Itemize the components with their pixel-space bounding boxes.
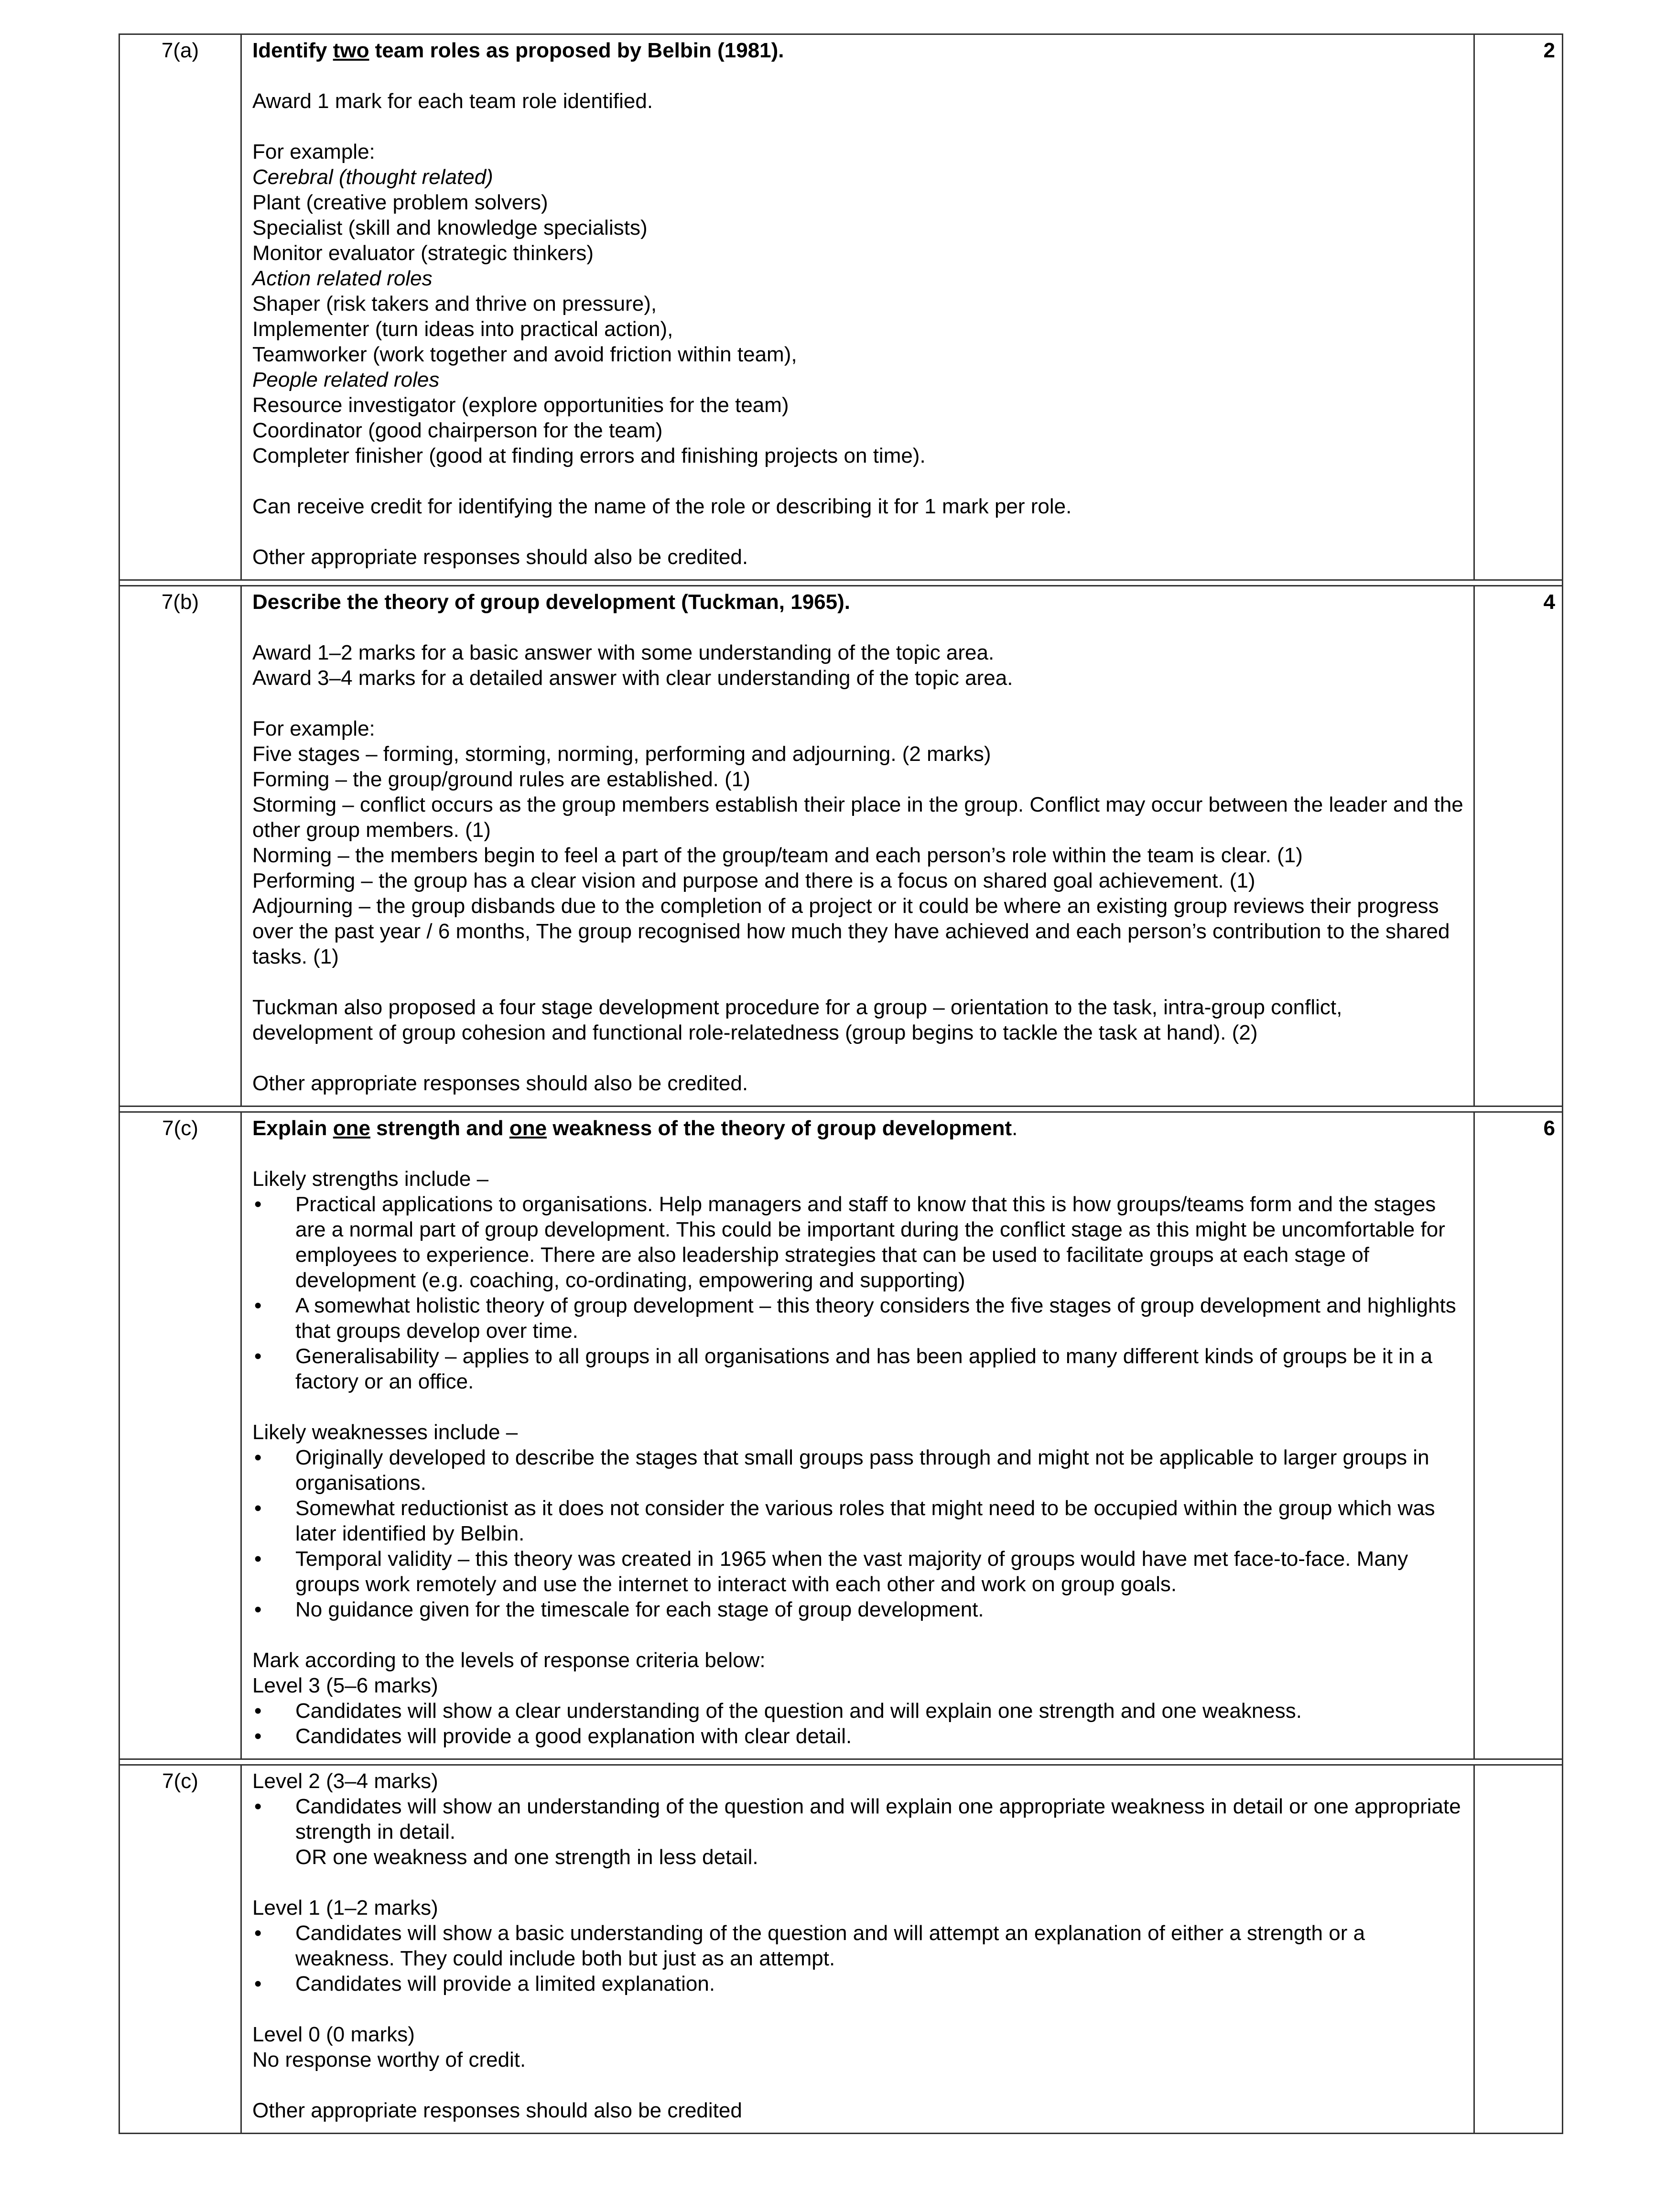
marks-value: 6 (1543, 1117, 1555, 1140)
role-item: Coordinator (good chairperson for the team) (252, 419, 663, 442)
answer-cell (242, 586, 1475, 1106)
other-responses-note: Other appropriate responses should also be credited. (252, 1072, 748, 1095)
level-heading: Level 0 (0 marks) (252, 2023, 415, 2046)
answer-line: Storming – conflict occurs as the group members establish their place in the group. Conflict may occur between the leader and the other group members. (1) (252, 793, 1463, 842)
row-7c-continued (119, 1764, 1563, 2134)
answer-line: Performing – the group has a clear vision and purpose and there is a focus on shared goal achievement. (1) (252, 869, 1255, 892)
level-heading: Level 1 (1–2 marks) (252, 1896, 438, 1919)
level-2-list (252, 1794, 1464, 1870)
role-item: Completer finisher (good at finding errors and finishing projects on time). (252, 444, 926, 467)
weaknesses-list (252, 1445, 1464, 1622)
answer-cell (242, 35, 1475, 579)
role-item: Shaper (risk takers and thrive on pressure), (252, 292, 657, 315)
question-text: Describe the theory of group development (Tuckman, 1965). (252, 590, 851, 614)
level-3-list (252, 1698, 1464, 1749)
list-item: • Candidates will show a clear understanding of the question and will explain one strength and one weakness. (252, 1698, 1464, 1724)
example-label: For example: (252, 140, 375, 163)
role-item: Specialist (skill and knowledge specialists) (252, 216, 648, 239)
role-item: Resource investigator (explore opportunities for the team) (252, 393, 789, 417)
list-item: • Originally developed to describe the stages that small groups pass through and might not be applicable to larger groups in organisations. (252, 1445, 1464, 1496)
other-responses-note: Other appropriate responses should also be credited (252, 2099, 742, 2122)
answer-line: Tuckman also proposed a four stage development procedure for a group – orientation to the task, intra-group conflict, development of group cohesion and functional role-relatedness (group begins to tackle the task at hand). (2) (252, 996, 1342, 1044)
list-item: • Practical applications to organisations. Help managers and staff to know that this is how groups/teams form and the stages are a normal part of group development. This could be important during the conflict stage as this might be uncomfortable for employees to experience. There are also leadership strategies that can be used to facilitate groups at each stage of development (e.g. coaching, co-ordinating, empowering and supporting) (252, 1192, 1464, 1293)
mark-criteria-heading: Mark according to the levels of response criteria below: (252, 1648, 766, 1672)
list-item: • Candidates will show an understanding of the question and will explain one appropriate weakness in detail or one appropriate strength in detail. OR one weakness and one strength in less detail. (252, 1794, 1464, 1870)
marks-value: 4 (1543, 590, 1555, 614)
list-item: • Candidates will show a basic understanding of the question and will attempt an explanation of either a strength or a weakness. They could include both but just as an attempt. (252, 1920, 1464, 1971)
strengths-list (252, 1192, 1464, 1394)
level-1-list (252, 1920, 1464, 1996)
question-text: Identify two team roles as proposed by Belbin (1981). (252, 39, 784, 62)
list-item: • Somewhat reductionist as it does not consider the various roles that might need to be occupied within the group which was later identified by Belbin. (252, 1496, 1464, 1546)
list-item: • A somewhat holistic theory of group development – this theory considers the five stages of group development and highlights that groups develop over time. (252, 1293, 1464, 1344)
role-category: Action related roles (252, 267, 433, 290)
row-separator (119, 1758, 1563, 1764)
answer-line: Forming – the group/ground rules are established. (1) (252, 768, 750, 791)
level-heading: Level 2 (3–4 marks) (252, 1769, 438, 1793)
row-7c (119, 1111, 1563, 1758)
answer-line: Adjourning – the group disbands due to the completion of a project or it could be where an existing group reviews their progress over the past year / 6 months, The group recognised how much they have achieved and each person’s contribution to the shared tasks. (1) (252, 894, 1450, 968)
role-item: Monitor evaluator (strategic thinkers) (252, 241, 594, 265)
row-7a (119, 33, 1563, 579)
row-7b (119, 585, 1563, 1106)
example-label: For example: (252, 717, 375, 740)
question-number: 7(c) (120, 1113, 242, 1758)
list-item: • No guidance given for the timescale for each stage of group development. (252, 1597, 1464, 1622)
row-separator (119, 1106, 1563, 1111)
answer-line: Norming – the members begin to feel a part of the group/team and each person’s role within the team is clear. (1) (252, 844, 1303, 867)
award-text: Award 3–4 marks for a detailed answer with clear understanding of the topic area. (252, 666, 1013, 690)
role-category: Cerebral (thought related) (252, 165, 493, 189)
row-separator (119, 579, 1563, 585)
role-item: Teamworker (work together and avoid friction within team), (252, 343, 797, 366)
level-heading: Level 3 (5–6 marks) (252, 1674, 438, 1697)
mark-scheme-page (119, 33, 1563, 2134)
role-category: People related roles (252, 368, 440, 391)
strengths-heading: Likely strengths include – (252, 1167, 489, 1191)
level-0-text: No response worthy of credit. (252, 2048, 526, 2071)
role-item: Plant (creative problem solvers) (252, 191, 548, 214)
award-text: Award 1–2 marks for a basic answer with some understanding of the topic area. (252, 641, 995, 664)
role-item: Implementer (turn ideas into practical action), (252, 317, 673, 341)
list-item: • Candidates will provide a limited explanation. (252, 1971, 1464, 1996)
marks-value: 2 (1543, 39, 1555, 62)
marks-value (1475, 1766, 1562, 2133)
list-item: • Candidates will provide a good explanation with clear detail. (252, 1724, 1464, 1749)
question-text: Explain one strength and one weakness of the theory of group development. (252, 1117, 1018, 1140)
other-responses-note: Other appropriate responses should also be credited. (252, 545, 748, 569)
answer-line: Five stages – forming, storming, norming, performing and adjourning. (2 marks) (252, 742, 991, 766)
answer-cell (242, 1113, 1475, 1758)
award-text: Award 1 mark for each team role identified. (252, 89, 653, 113)
credit-note: Can receive credit for identifying the name of the role or describing it for 1 mark per role. (252, 495, 1072, 518)
list-item: • Generalisability – applies to all groups in all organisations and has been applied to many different kinds of groups be it in a factory or an office. (252, 1344, 1464, 1394)
question-number: 7(c) (120, 1766, 242, 2133)
question-number: 7(a) (120, 35, 242, 579)
question-number: 7(b) (120, 586, 242, 1106)
list-item: • Temporal validity – this theory was created in 1965 when the vast majority of groups would have met face-to-face. Many groups work remotely and use the internet to interact with each other and work on group goals. (252, 1546, 1464, 1597)
answer-cell (242, 1766, 1475, 2133)
weaknesses-heading: Likely weaknesses include – (252, 1420, 518, 1444)
